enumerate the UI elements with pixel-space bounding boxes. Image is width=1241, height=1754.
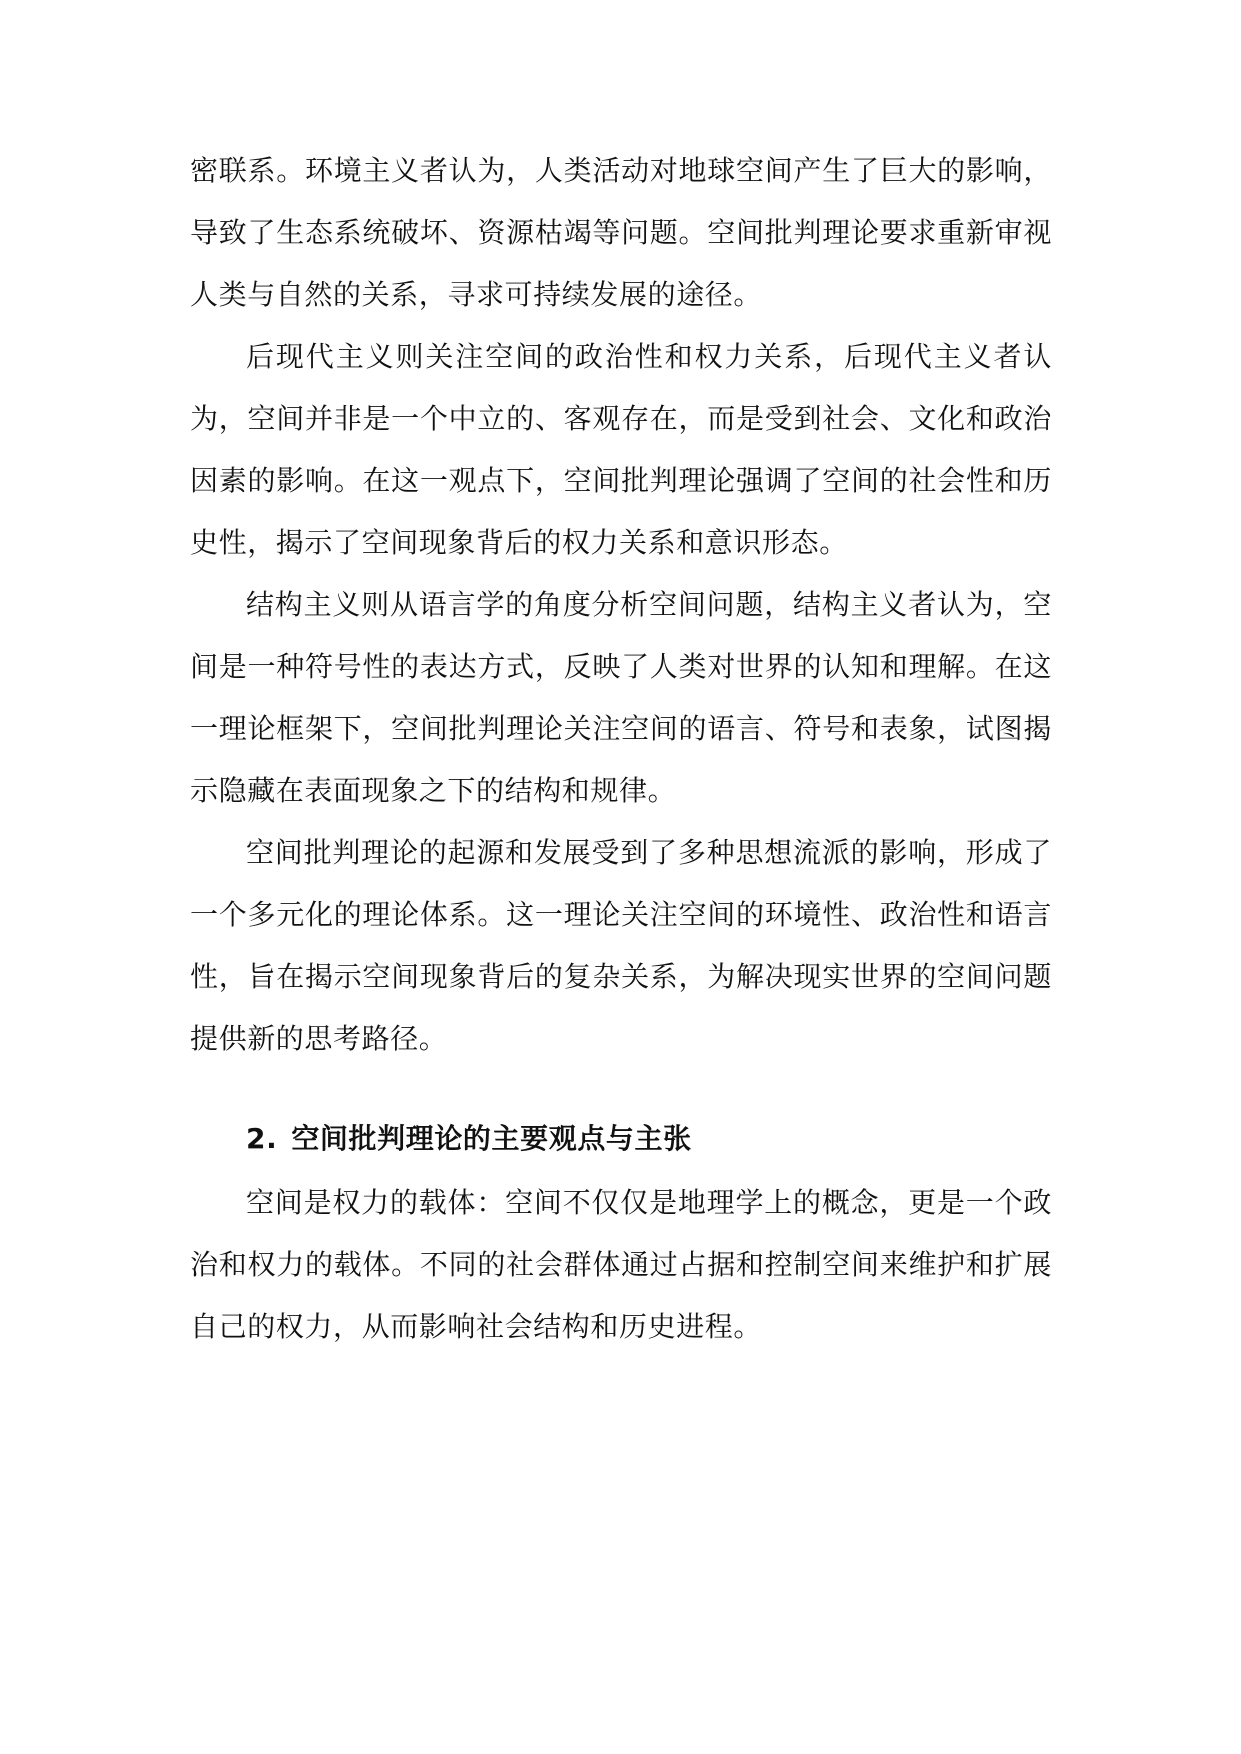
paragraph-environmentalism-continued: 密联系。环境主义者认为，人类活动对地球空间产生了巨大的影响，导致了生态系统破坏、资源枯竭等问题。空间批判理论要求重新审视人类与自然的关系，寻求可持续发展的途径。 <box>190 154 1052 311</box>
section-heading <box>190 1108 1052 1170</box>
section-title: 空间批判理论的主要观点与主张 <box>291 1122 692 1155</box>
paragraph-space-as-power-carrier: 空间是权力的载体：空间不仅仅是地理学上的概念，更是一个政治和权力的载体。不同的社会群体通过占据和控制空间来维护和扩展自己的权力，从而影响社会结构和历史进程。 <box>190 1186 1052 1343</box>
paragraph-postmodernism: 后现代主义则关注空间的政治性和权力关系，后现代主义者认为，空间并非是一个中立的、客观存在，而是受到社会、文化和政治因素的影响。在这一观点下，空间批判理论强调了空间的社会性和历史性，揭示了空间现象背后的权力关系和意识形态。 <box>190 340 1052 559</box>
section-number: 2. <box>246 1122 278 1155</box>
document-body <box>190 140 1052 1358</box>
paragraph-structuralism: 结构主义则从语言学的角度分析空间问题，结构主义者认为，空间是一种符号性的表达方式，反映了人类对世界的认知和理解。在这一理论框架下，空间批判理论关注空间的语言、符号和表象，试图揭示隐藏在表面现象之下的结构和规律。 <box>190 588 1052 807</box>
paragraph-summary: 空间批判理论的起源和发展受到了多种思想流派的影响，形成了一个多元化的理论体系。这一理论关注空间的环境性、政治性和语言性，旨在揭示空间现象背后的复杂关系，为解决现实世界的空间问题提供新的思考路径。 <box>190 836 1052 1055</box>
